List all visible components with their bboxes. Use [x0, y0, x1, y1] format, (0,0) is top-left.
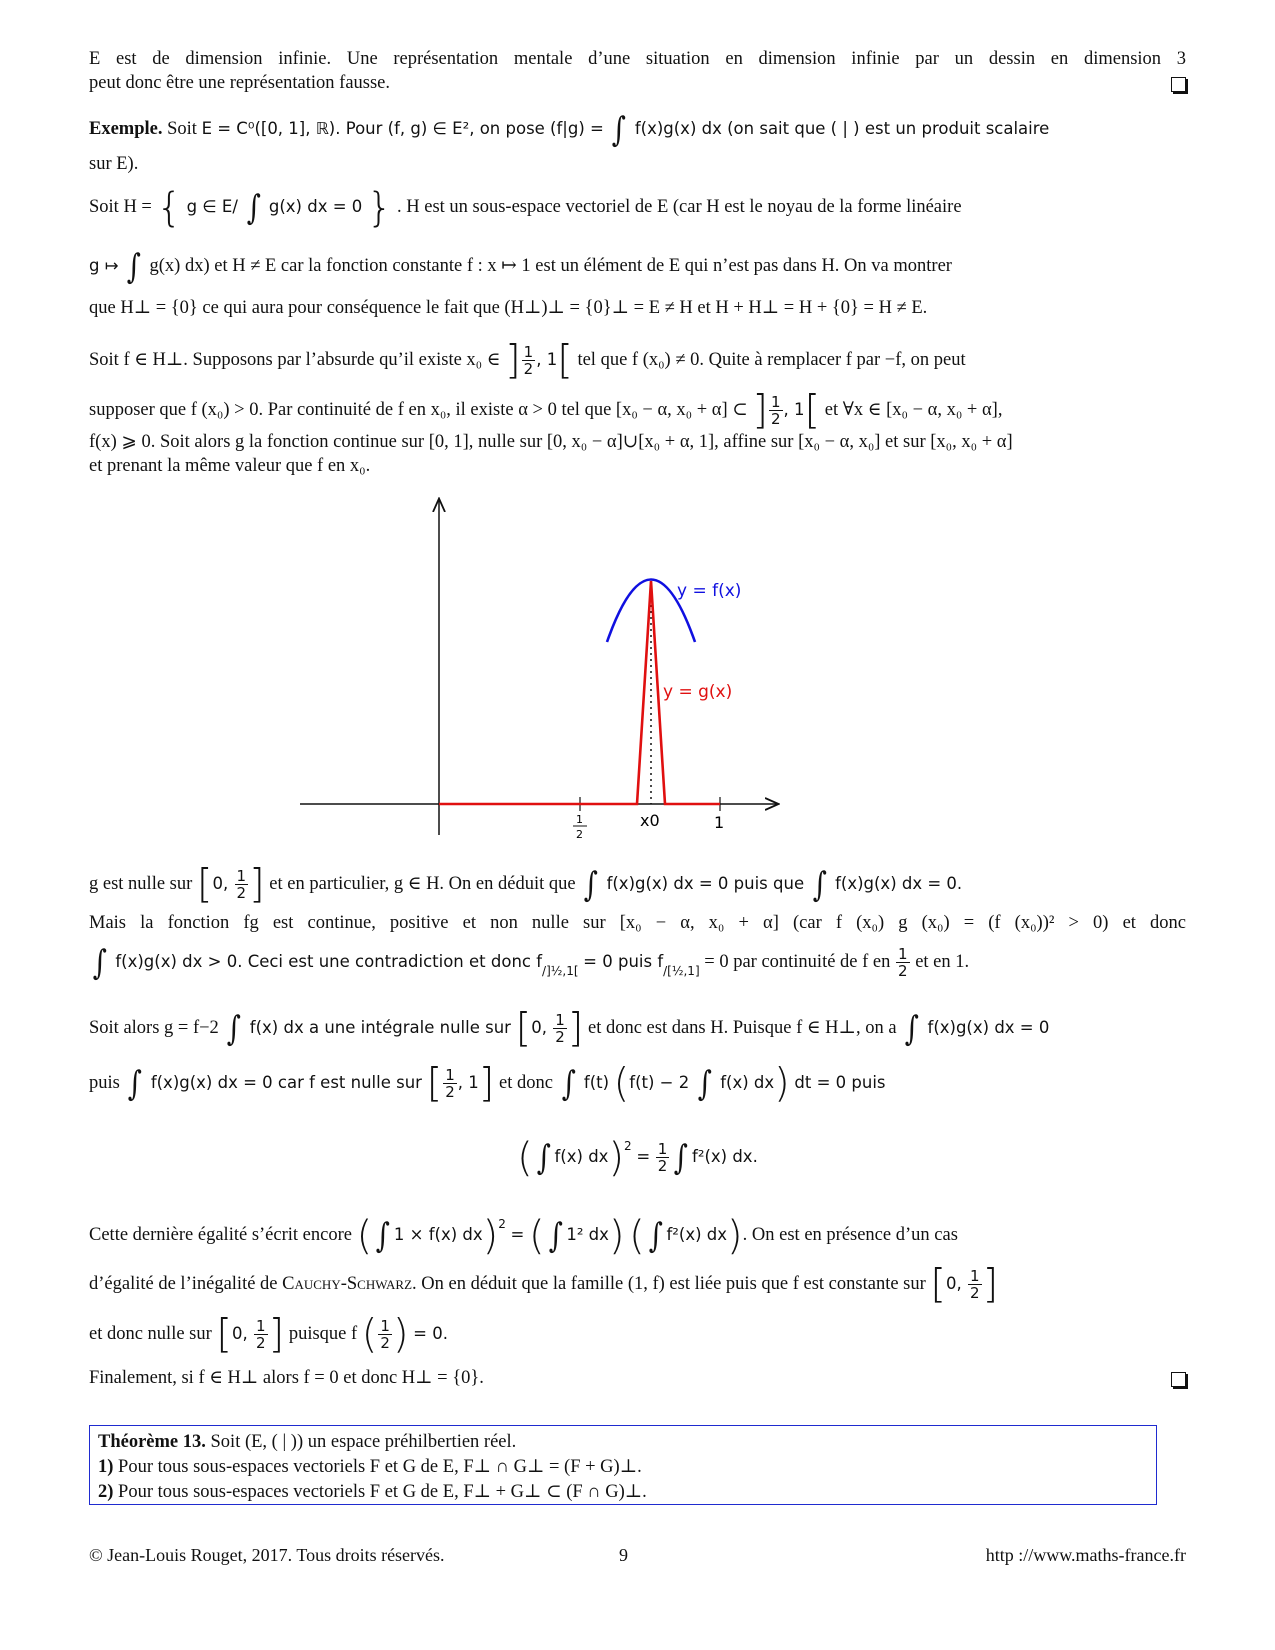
integral-icon: ∫	[697, 1063, 712, 1104]
fraction-half: $\frac{1}{2}$	[523, 343, 534, 378]
theorem-header	[98, 1430, 1148, 1455]
qed-square-icon	[1171, 77, 1186, 92]
after-6a: Cette dernière égalité s’écrit encore	[89, 1225, 352, 1245]
display-equation	[89, 1134, 1186, 1181]
example-text-4b: g(x) dx) et H ≠ E car la fonction constante f : x ↦ 1 est un élément de E qui n’est pas dans H. On va montrer	[149, 256, 952, 276]
after-line-8	[89, 1311, 1186, 1358]
after-6f: . On est en présence d’un cas	[742, 1225, 958, 1245]
proof-line-4: et prenant la même valeur que f en x₀.	[89, 456, 371, 476]
bracket-icon: ]	[505, 337, 521, 384]
integral-icon: ∫	[227, 1008, 242, 1049]
paren-icon: )	[608, 1134, 625, 1181]
after-5b: f(x)g(x) dx = 0 car f est nulle sur	[150, 1072, 422, 1092]
paren-icon: (	[361, 1311, 378, 1358]
integral-icon: ∫	[126, 246, 142, 287]
theorem-item-1-text: Pour tous sous-espaces vectoriels F et G de E, F⊥ ∩ G⊥ = (F + G)⊥.	[118, 1457, 642, 1477]
after-6d: 1² dx	[566, 1225, 609, 1244]
after-3a: f(x)g(x) dx > 0. Ceci est une contradiction et donc f	[115, 951, 543, 971]
after-line-7	[89, 1261, 1186, 1308]
paren-icon: )	[482, 1212, 499, 1259]
site-url[interactable]: http ://www.maths-france.fr	[985, 1545, 1186, 1565]
bracket-icon: ]	[982, 1261, 999, 1308]
after-4c: et donc est dans H. Puisque f ∈ H⊥, on a	[587, 1017, 897, 1038]
page-footer	[89, 1545, 1186, 1569]
integral-icon: ∫	[536, 1137, 551, 1178]
paren-icon: (	[517, 1134, 533, 1181]
label-f: y = f(x)	[677, 581, 742, 601]
after-line-1	[89, 861, 1186, 908]
paren-icon: (	[356, 1212, 373, 1259]
paren-icon: (	[613, 1060, 630, 1107]
paren-icon: )	[392, 1311, 409, 1358]
after-line-3	[89, 942, 1186, 983]
tick-half-den: 2	[576, 828, 583, 841]
theorem-item-1	[98, 1455, 1148, 1480]
integral-icon: ∫	[128, 1063, 143, 1104]
proof-1a: Soit f ∈ H⊥. Supposons par l’absurde qu’il existe x₀ ∈	[89, 349, 501, 370]
proof-line-2	[89, 387, 1186, 434]
interval-start: 0,	[232, 1323, 254, 1343]
display-equals: =	[636, 1147, 651, 1166]
interval-start: 0,	[946, 1273, 968, 1293]
h-def-set: g ∈ E/	[186, 197, 238, 216]
after-line-2: Mais la fonction fg est continue, positive et non nulle sur [x₀ − α, x₀ + α] (car f (x₀) g (x₀) = (f (x₀))² > 0) et donc	[89, 913, 1186, 933]
after-7b: . On en déduit que la famille (1, f) est liée puis que f est constante sur	[412, 1273, 926, 1294]
after-1b: et en particulier, g ∈ H. On en déduit que	[269, 873, 576, 894]
bracket-icon: [	[515, 1005, 532, 1052]
theorem-item-2	[98, 1480, 1148, 1505]
integral-icon: ∫	[92, 942, 107, 983]
integral-icon: ∫	[612, 109, 627, 150]
integral-icon: ∫	[812, 864, 827, 905]
after-4b: f(x) dx a une intégrale nulle sur	[249, 1017, 511, 1037]
proof-2a: supposer que f (x₀) > 0. Par continuité de f en x₀, il existe α > 0 tel que [x₀ − α, x₀ + α] ⊂	[89, 399, 748, 420]
paren-icon: )	[774, 1060, 790, 1107]
proof-1b: tel que f (x₀) ≠ 0. Quite à remplacer f par −f, on peut	[577, 349, 966, 370]
example-math-a: E = C⁰([0, 1], ℝ). Pour (f, g) ∈ E², on pose (f|g) =	[201, 119, 604, 138]
integral-icon: ∫	[648, 1215, 663, 1256]
after-3d: et en 1.	[915, 951, 970, 972]
page-number: 9	[619, 1545, 628, 1565]
after-8b: puisque f	[288, 1323, 358, 1344]
after-5c: et donc	[498, 1072, 553, 1093]
fraction-half: $\frac{1}{2}$	[380, 1317, 390, 1352]
integral-icon: ∫	[674, 1137, 689, 1178]
fraction-half: $\frac{1}{2}$	[898, 945, 908, 980]
example-text-a: Soit	[167, 119, 197, 139]
after-line-5	[89, 1060, 1186, 1107]
bracket-icon: [	[930, 1261, 947, 1308]
theorem-item-2-number: 2)	[98, 1482, 114, 1502]
after-5f: f(x) dx	[720, 1072, 775, 1092]
theorem-intro: Soit (E, ( | )) un espace préhilbertien réel.	[210, 1432, 517, 1452]
after-4d: f(x)g(x) dx = 0	[927, 1017, 1050, 1037]
example-line-1	[89, 109, 1186, 150]
after-6b: 1 × f(x) dx	[393, 1225, 483, 1244]
after-1c: f(x)g(x) dx = 0 puis que	[606, 873, 805, 893]
after-5e: f(t) − 2	[629, 1072, 690, 1092]
square-exponent: 2	[498, 1217, 506, 1231]
tick-one-label: 1	[714, 813, 725, 832]
bracket-icon: [	[804, 387, 821, 434]
after-8a: et donc nulle sur	[89, 1323, 212, 1344]
after-5a: puis	[89, 1072, 120, 1093]
map-g: g ↦	[89, 256, 119, 275]
bracket-icon: [	[216, 1311, 233, 1358]
cauchy-schwarz-name: Cauchy-Schwarz	[282, 1273, 413, 1294]
example-line-4	[89, 246, 1186, 287]
paren-icon: (	[629, 1212, 645, 1259]
integral-icon: ∫	[561, 1063, 576, 1104]
theorem-title: Théorème 13.	[98, 1432, 206, 1452]
proof-line-3: f(x) ⩾ 0. Soit alors g la fonction continue sur [0, 1], nulle sur [0, x₀ − α]∪[x₀ + α, 1], affine sur [x₀ − α, x₀] et sur [x₀, x₀ + α]	[89, 432, 1013, 452]
after-line-4	[89, 1005, 1186, 1052]
left-brace-icon: {	[156, 184, 182, 231]
after-5d: f(t)	[583, 1072, 610, 1092]
interval-end: , 1	[783, 399, 805, 419]
fraction-half: $\frac{1}{2}$	[256, 1317, 266, 1352]
display-a: f(x) dx	[554, 1147, 609, 1166]
paren-icon: (	[529, 1212, 545, 1259]
integral-icon: ∫	[583, 864, 599, 905]
fraction-half: $\frac{1}{2}$	[555, 1011, 565, 1046]
bracket-icon: [	[196, 861, 213, 908]
after-5g: dt = 0 puis	[794, 1072, 886, 1092]
restriction-sub: /]½,1[	[542, 963, 579, 978]
example-line-5: que H⊥ = {0} ce qui aura pour conséquence le fait que (H⊥)⊥ = {0}⊥ = E ≠ H et H + H⊥ = H + {0} = H ≠ E.	[89, 298, 928, 318]
fraction-half: $\frac{1}{2}$	[445, 1066, 455, 1101]
interval-end: , 1	[457, 1072, 479, 1092]
after-6c: =	[510, 1225, 525, 1244]
after-8c: = 0.	[413, 1323, 448, 1343]
tick-half-num: 1	[576, 813, 583, 826]
theorem-item-1-number: 1)	[98, 1457, 114, 1477]
tick-x0: x0	[640, 811, 660, 830]
function-figure	[300, 497, 800, 852]
square-exponent: 2	[624, 1139, 632, 1153]
after-line-6	[89, 1212, 1186, 1259]
h-definition-line	[89, 184, 1186, 231]
after-6e: f²(x) dx	[666, 1225, 728, 1244]
bracket-icon: [	[557, 337, 573, 384]
bracket-icon: ]	[752, 387, 768, 434]
h-def-int: g(x) dx = 0	[268, 197, 363, 216]
paren-icon: )	[608, 1212, 625, 1259]
bracket-icon: ]	[567, 1005, 584, 1052]
theorem-box	[89, 1425, 1157, 1505]
bracket-icon: ]	[268, 1311, 285, 1358]
after-line-9: Finalement, si f ∈ H⊥ alors f = 0 et donc H⊥ = {0}.	[89, 1368, 484, 1388]
paren-icon: )	[727, 1212, 743, 1259]
integral-icon: ∫	[548, 1215, 563, 1256]
qed-square-icon	[1171, 1372, 1186, 1387]
h-def-a: Soit H =	[89, 197, 152, 217]
bracket-icon: ]	[249, 861, 265, 908]
display-c: f²(x) dx.	[692, 1147, 758, 1166]
integral-icon: ∫	[904, 1008, 920, 1049]
after-3b: = 0 puis f	[583, 951, 664, 971]
label-g: y = g(x)	[663, 682, 733, 702]
bracket-icon: [	[426, 1060, 443, 1107]
interval-end: , 1	[536, 349, 558, 369]
h-def-b: . H est un sous-espace vectoriel de E (car H est le noyau de la forme linéaire	[397, 197, 962, 217]
after-4a: Soit alors g = f−2	[89, 1017, 219, 1038]
after-3c: = 0 par continuité de f en	[704, 951, 891, 972]
restriction-sub: /[½,1]	[663, 963, 700, 978]
right-brace-icon: }	[366, 184, 393, 231]
integral-icon: ∫	[375, 1215, 391, 1256]
bracket-icon: ]	[478, 1060, 495, 1107]
fraction-half: $\frac{1}{2}$	[771, 393, 781, 428]
example-label: Exemple.	[89, 119, 163, 139]
intro-line-2: peut donc être une représentation fausse.	[89, 73, 391, 93]
proof-line-1	[89, 337, 1186, 384]
fraction-half: $\frac{1}{2}$	[657, 1140, 668, 1176]
example-math-b: f(x)g(x) dx (on sait que ( | ) est un produit scalaire	[634, 119, 1050, 138]
example-line-2: sur E).	[89, 154, 139, 174]
fraction-half: $\frac{1}{2}$	[236, 867, 247, 902]
interval-start: 0,	[212, 873, 234, 893]
after-1a: g est nulle sur	[89, 873, 193, 894]
after-1d: f(x)g(x) dx = 0.	[835, 873, 963, 893]
fraction-half: $\frac{1}{2}$	[970, 1267, 980, 1302]
proof-2b: et ∀x ∈ [x₀ − α, x₀ + α],	[824, 399, 1003, 420]
intro-line-1: E est de dimension infinie. Une représentation mentale d’une situation en dimension infinie par un dessin en dimension 3	[89, 49, 1186, 69]
copyright: © Jean-Louis Rouget, 2017. Tous droits réservés.	[89, 1545, 445, 1565]
after-7a: d’égalité de l’inégalité de	[89, 1273, 278, 1294]
theorem-item-2-text: Pour tous sous-espaces vectoriels F et G de E, F⊥ + G⊥ ⊂ (F ∩ G)⊥.	[118, 1482, 647, 1502]
interval-start: 0,	[531, 1017, 553, 1037]
integral-icon: ∫	[246, 187, 261, 228]
